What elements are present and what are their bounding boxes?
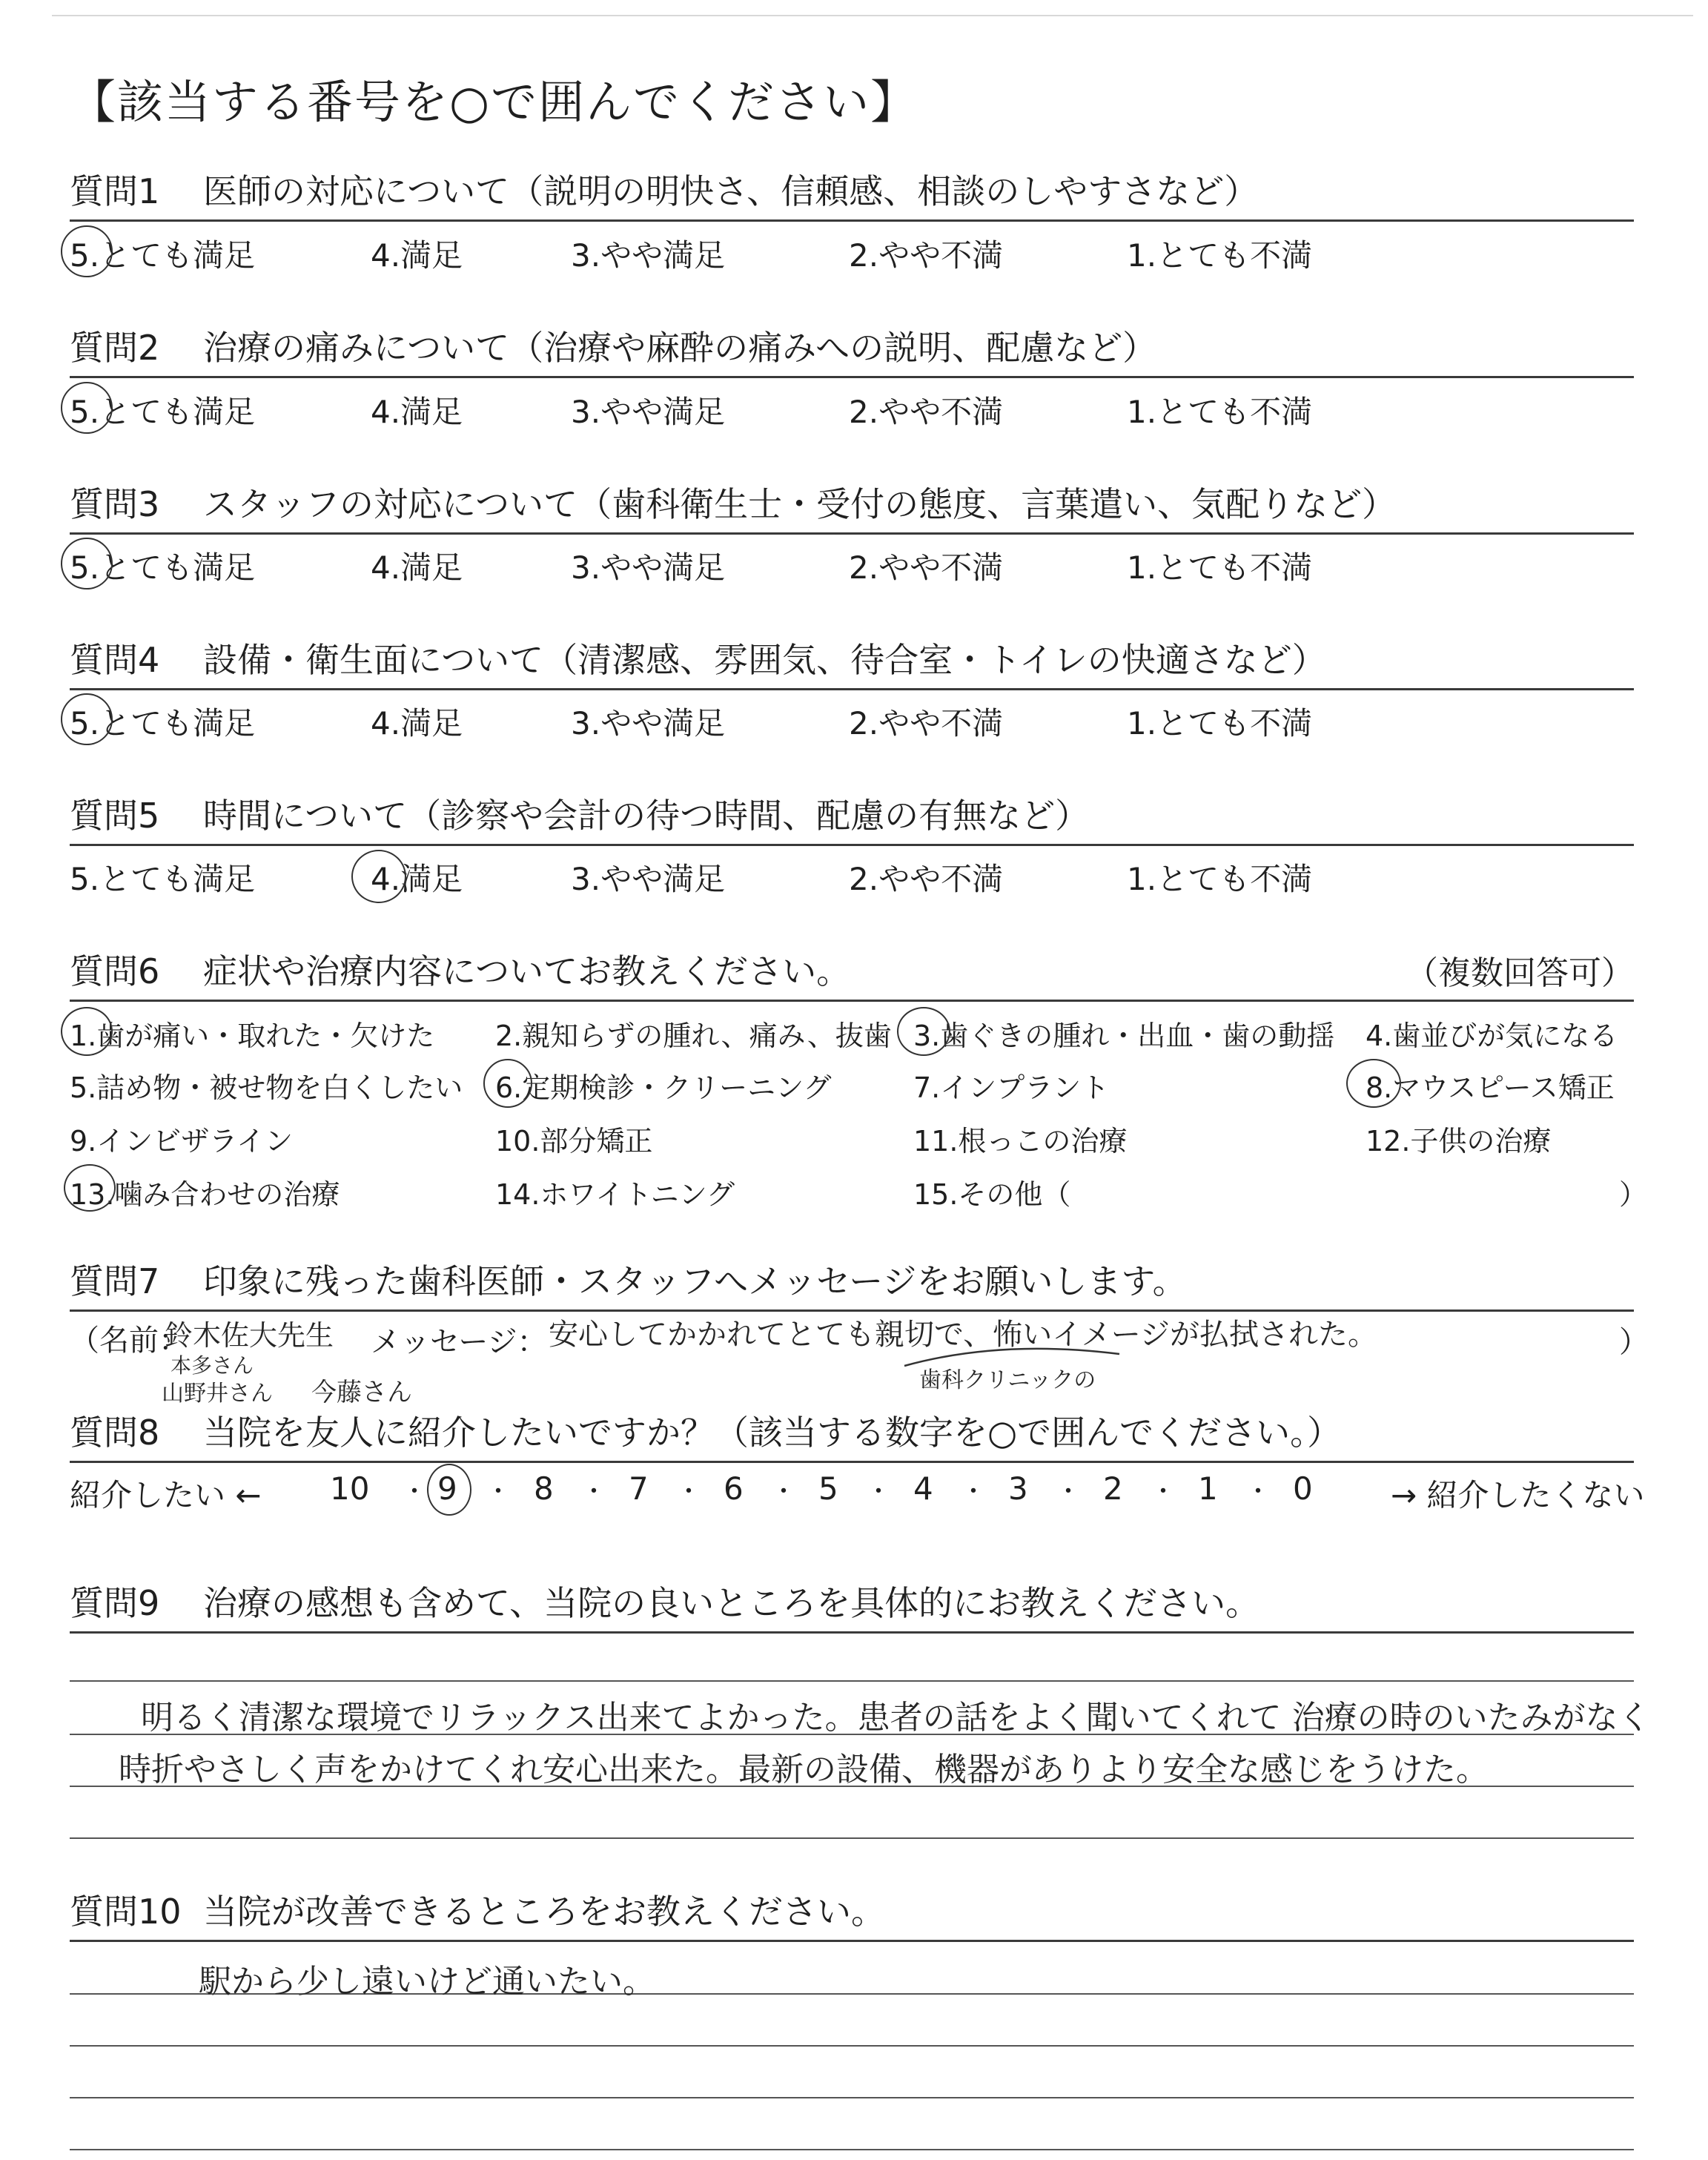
option-2[interactable]: 2.やや不満 bbox=[849, 549, 1004, 586]
option-3[interactable]: 3.やや満足 bbox=[571, 861, 726, 897]
multiple-answer-note: （複数回答可） bbox=[1406, 954, 1634, 992]
handwritten-name: 今藤さん bbox=[311, 1378, 412, 1407]
scale-dot: ・ bbox=[961, 1477, 986, 1507]
question-label: 質問4 bbox=[70, 640, 160, 680]
name-prefix: （名前： bbox=[70, 1324, 188, 1358]
scale-dot: ・ bbox=[771, 1477, 796, 1507]
option-4[interactable]: 4.満足 bbox=[371, 861, 463, 897]
scale-value-0[interactable]: 0 bbox=[1293, 1470, 1313, 1507]
question-4 bbox=[70, 636, 1634, 690]
answer-circle bbox=[61, 1007, 113, 1056]
symptom-option[interactable]: 6.定期検診・クリーニング bbox=[495, 1071, 832, 1104]
answer-circle bbox=[351, 850, 406, 903]
symptom-option[interactable]: 7.インプラント bbox=[913, 1071, 1110, 1104]
answer-circle bbox=[61, 225, 113, 277]
question-label: 質問7 bbox=[70, 1261, 160, 1301]
scale-dot: ・ bbox=[1056, 1477, 1081, 1507]
scale-left-label: 紹介したい ← bbox=[70, 1477, 262, 1513]
option-2[interactable]: 2.やや不満 bbox=[849, 237, 1004, 274]
message-close-paren: ） bbox=[1619, 1325, 1649, 1359]
symptom-option[interactable]: 12.子供の治療 bbox=[1366, 1125, 1552, 1157]
question-text: 設備・衛生面について（清潔感、雰囲気、待合室・トイレの快適さなど） bbox=[203, 640, 1326, 680]
symptom-option[interactable]: 1.歯が痛い・取れた・欠けた bbox=[70, 1020, 435, 1052]
question-6 bbox=[70, 948, 1634, 1002]
question-label: 質問10 bbox=[70, 1892, 182, 1932]
symptom-option[interactable]: 3.歯ぐきの腫れ・出血・歯の動揺 bbox=[913, 1020, 1335, 1052]
insert-mark bbox=[890, 1339, 1134, 1376]
scale-value-8[interactable]: 8 bbox=[534, 1470, 554, 1507]
handwritten-answer-line: 時折やさしく声をかけてくれ安心出来た。最新の設備、機器がありより安全な感じをうけた。 bbox=[119, 1751, 1489, 1789]
handwritten-insert: 歯科クリニックの bbox=[919, 1367, 1096, 1393]
answer-circle bbox=[427, 1464, 471, 1516]
ruled-line bbox=[70, 1680, 1634, 1682]
option-4[interactable]: 4.満足 bbox=[371, 705, 463, 742]
option-5[interactable]: 5.とても満足 bbox=[70, 861, 256, 897]
option-5[interactable]: 5.とても満足 bbox=[70, 237, 256, 274]
page-heading: 【該当する番号を○で囲んでください】 bbox=[70, 75, 918, 129]
symptom-option[interactable]: 11.根っこの治療 bbox=[913, 1125, 1128, 1157]
question-text: スタッフの対応について（歯科衛生士・受付の態度、言葉遣い、気配りなど） bbox=[203, 484, 1397, 524]
question-8 bbox=[70, 1409, 1634, 1463]
option-5[interactable]: 5.とても満足 bbox=[70, 549, 256, 586]
scale-dot: ・ bbox=[402, 1477, 427, 1507]
scale-value-2[interactable]: 2 bbox=[1103, 1470, 1123, 1507]
question-text: 症状や治療内容についてお教えください。 bbox=[203, 951, 851, 991]
option-4[interactable]: 4.満足 bbox=[371, 394, 463, 430]
question-text: 当院を友人に紹介したいですか？（該当する数字を○で囲んでください。） bbox=[203, 1413, 1342, 1453]
option-3[interactable]: 3.やや満足 bbox=[571, 394, 726, 430]
symptom-option[interactable]: 9.インビザライン bbox=[70, 1125, 294, 1157]
option-4[interactable]: 4.満足 bbox=[371, 237, 463, 274]
option-1[interactable]: 1.とても不満 bbox=[1127, 861, 1313, 897]
option-2[interactable]: 2.やや不満 bbox=[849, 705, 1004, 742]
scale-dot: ・ bbox=[866, 1477, 891, 1507]
ruled-line bbox=[70, 2045, 1634, 2047]
scale-value-6[interactable]: 6 bbox=[724, 1470, 744, 1507]
answer-circle bbox=[61, 693, 113, 745]
symptom-option[interactable]: 10.部分矯正 bbox=[495, 1125, 653, 1157]
scale-right-label: → 紹介したくない bbox=[1391, 1477, 1645, 1513]
scale-dot: ・ bbox=[581, 1477, 606, 1507]
symptom-option[interactable]: 13.噛み合わせの治療 bbox=[70, 1178, 340, 1211]
option-4[interactable]: 4.満足 bbox=[371, 549, 463, 586]
question-label: 質問8 bbox=[70, 1413, 160, 1453]
option-3[interactable]: 3.やや満足 bbox=[571, 705, 726, 742]
question-text: 医師の対応について（説明の明快さ、信頼感、相談のしやすさなど） bbox=[203, 171, 1259, 211]
message-prefix: メッセージ： bbox=[371, 1325, 547, 1359]
scale-dot: ・ bbox=[486, 1477, 511, 1507]
answer-circle bbox=[61, 382, 113, 434]
handwritten-name: 鈴木佐大先生 bbox=[165, 1319, 334, 1352]
handwritten-name: 山野井さん bbox=[162, 1381, 273, 1407]
scale-dot: ・ bbox=[1245, 1477, 1271, 1507]
question-7 bbox=[70, 1258, 1634, 1312]
question-1 bbox=[70, 168, 1634, 222]
symptom-option[interactable]: 5.詰め物・被せ物を白くしたい bbox=[70, 1071, 463, 1104]
scale-value-7[interactable]: 7 bbox=[629, 1470, 649, 1507]
question-label: 質問6 bbox=[70, 951, 160, 991]
answer-circle bbox=[61, 538, 113, 589]
symptom-option-other[interactable]: 15.その他（ bbox=[913, 1178, 1071, 1211]
question-text: 当院が改善できるところをお教えください。 bbox=[203, 1892, 885, 1932]
symptom-option[interactable]: 14.ホワイトニング bbox=[495, 1178, 735, 1211]
question-label: 質問2 bbox=[70, 328, 160, 368]
option-2[interactable]: 2.やや不満 bbox=[849, 394, 1004, 430]
option-1[interactable]: 1.とても不満 bbox=[1127, 549, 1313, 586]
symptom-option[interactable]: 8.マウスピース矯正 bbox=[1366, 1071, 1615, 1104]
scale-value-5[interactable]: 5 bbox=[818, 1470, 838, 1507]
answer-circle bbox=[1346, 1059, 1401, 1108]
answer-circle bbox=[64, 1164, 116, 1212]
handwritten-answer: 駅から少し遠いけど通いたい。 bbox=[199, 1963, 655, 2001]
option-1[interactable]: 1.とても不満 bbox=[1127, 237, 1313, 274]
top-rule bbox=[52, 15, 1693, 16]
question-text: 治療の感想も含めて、当院の良いところを具体的にお教えください。 bbox=[203, 1583, 1260, 1623]
option-1[interactable]: 1.とても不満 bbox=[1127, 705, 1313, 742]
option-3[interactable]: 3.やや満足 bbox=[571, 549, 726, 586]
handwritten-name: 本多さん bbox=[171, 1353, 254, 1378]
scale-value-1[interactable]: 1 bbox=[1198, 1470, 1218, 1507]
ruled-line bbox=[70, 2149, 1634, 2150]
question-label: 質問3 bbox=[70, 484, 160, 524]
handwritten-message: 安心してかかれてとても親切で、怖いイメージが払拭された。 bbox=[549, 1318, 1377, 1352]
question-text: 時間について（診察や会計の待つ時間、配慮の有無など） bbox=[203, 796, 1090, 836]
scale-value-10[interactable]: 10 bbox=[330, 1470, 370, 1507]
option-3[interactable]: 3.やや満足 bbox=[571, 237, 726, 274]
answer-circle bbox=[483, 1059, 532, 1108]
question-text: 印象に残った歯科医師・スタッフへメッセージをお願いします。 bbox=[203, 1261, 1187, 1301]
answer-circle bbox=[897, 1007, 950, 1056]
scale-dot: ・ bbox=[1151, 1477, 1176, 1507]
scale-value-9[interactable]: 9 bbox=[437, 1470, 457, 1507]
scale-value-3[interactable]: 3 bbox=[1008, 1470, 1028, 1507]
symptom-option[interactable]: 4.歯並びが気になる bbox=[1366, 1020, 1618, 1052]
question-text: 治療の痛みについて（治療や麻酔の痛みへの説明、配慮など） bbox=[203, 328, 1157, 368]
option-1[interactable]: 1.とても不満 bbox=[1127, 394, 1313, 430]
question-label: 質問1 bbox=[70, 171, 160, 211]
other-close-paren: ） bbox=[1619, 1178, 1648, 1211]
question-3 bbox=[70, 480, 1634, 535]
question-10 bbox=[70, 1888, 1634, 1942]
ruled-line bbox=[70, 1837, 1634, 1839]
question-label: 質問9 bbox=[70, 1583, 160, 1623]
ruled-line bbox=[70, 2097, 1634, 2098]
question-9 bbox=[70, 1579, 1634, 1634]
scale-value-4[interactable]: 4 bbox=[913, 1470, 933, 1507]
option-5[interactable]: 5.とても満足 bbox=[70, 705, 256, 742]
question-2 bbox=[70, 324, 1634, 378]
symptom-option[interactable]: 2.親知らずの腫れ、痛み、抜歯 bbox=[495, 1020, 892, 1052]
handwritten-answer-line: 明るく清潔な環境でリラックス出来てよかった。患者の話をよく聞いてくれて 治療の時のいたみがなく bbox=[141, 1699, 1651, 1737]
question-5 bbox=[70, 792, 1634, 846]
scale-dot: ・ bbox=[676, 1477, 701, 1507]
question-label: 質問5 bbox=[70, 796, 160, 836]
option-2[interactable]: 2.やや不満 bbox=[849, 861, 1004, 897]
option-5[interactable]: 5.とても満足 bbox=[70, 394, 256, 430]
